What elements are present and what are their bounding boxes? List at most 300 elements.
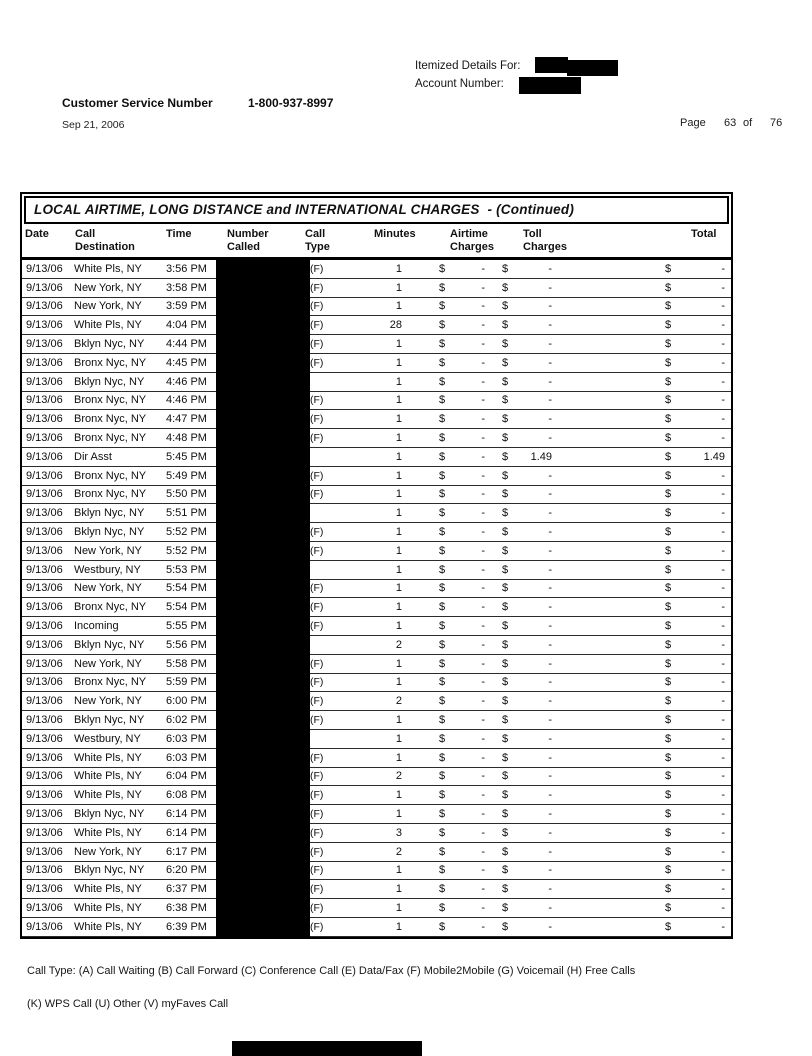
cell-toll-charges xyxy=(490,639,556,651)
cell-total xyxy=(556,526,731,538)
currency-symbol: $ xyxy=(439,413,446,426)
total-value: 1.49 xyxy=(703,450,725,463)
total-value: - xyxy=(721,657,725,670)
cell-airtime-charges xyxy=(402,714,490,726)
cell-toll-charges xyxy=(490,658,556,670)
cell-airtime-charges xyxy=(402,733,490,745)
customer-service-number: 1-800-937-8997 xyxy=(248,96,334,110)
table-row xyxy=(22,692,731,711)
total-value: - xyxy=(721,488,725,501)
cell-destination: New York, NY xyxy=(74,281,142,294)
cell-destination: White Pls, NY xyxy=(74,262,142,275)
currency-symbol: $ xyxy=(439,695,446,708)
table-row xyxy=(22,786,731,805)
cell-date: 9/13/06 xyxy=(26,507,63,520)
currency-symbol: $ xyxy=(439,676,446,689)
cell-time: 6:37 PM xyxy=(166,883,207,896)
currency-symbol: $ xyxy=(502,526,509,539)
airtime-value: - xyxy=(481,901,485,914)
currency-symbol: $ xyxy=(439,864,446,877)
currency-symbol: $ xyxy=(665,920,672,933)
currency-symbol: $ xyxy=(439,526,446,539)
cell-total xyxy=(556,846,731,858)
cell-total xyxy=(556,413,731,425)
total-value: - xyxy=(721,582,725,595)
table-row xyxy=(22,279,731,298)
airtime-value: - xyxy=(481,300,485,313)
total-value: - xyxy=(721,563,725,576)
cell-minutes: 1 xyxy=(395,300,402,313)
cell-destination: White Pls, NY xyxy=(74,920,142,933)
cell-airtime-charges xyxy=(402,658,490,670)
toll-value: - xyxy=(548,338,552,351)
cell-airtime-charges xyxy=(402,808,490,820)
total-value: - xyxy=(721,808,725,820)
cell-toll-charges xyxy=(490,545,556,557)
toll-value: - xyxy=(548,413,552,426)
cell-date: 9/13/06 xyxy=(26,413,63,426)
currency-symbol: $ xyxy=(502,262,509,275)
cell-destination: Incoming xyxy=(74,620,119,633)
cell-destination: Bronx Nyc, NY xyxy=(74,488,147,501)
cell-airtime-charges xyxy=(402,432,490,444)
currency-symbol: $ xyxy=(665,714,672,727)
cell-destination: New York, NY xyxy=(74,695,142,708)
col-header-minutes: Minutes xyxy=(374,228,416,240)
currency-symbol: $ xyxy=(502,488,509,501)
cell-total xyxy=(556,601,731,613)
currency-symbol: $ xyxy=(665,601,672,614)
currency-symbol: $ xyxy=(502,808,509,820)
cell-call-type: (F) xyxy=(310,901,324,914)
cell-date: 9/13/06 xyxy=(26,845,63,858)
currency-symbol: $ xyxy=(665,770,672,783)
cell-date: 9/13/06 xyxy=(26,676,63,689)
currency-symbol: $ xyxy=(665,638,672,651)
itemized-details-label: Itemized Details For: xyxy=(415,60,521,72)
total-value: - xyxy=(721,789,725,802)
cell-call-type: (F) xyxy=(310,770,324,783)
currency-symbol: $ xyxy=(665,883,672,896)
currency-symbol: $ xyxy=(665,751,672,764)
cell-toll-charges xyxy=(490,676,556,688)
cell-toll-charges xyxy=(490,601,556,613)
page-of-label: of xyxy=(743,117,753,129)
airtime-value: - xyxy=(481,657,485,670)
cell-minutes: 1 xyxy=(395,808,402,820)
cell-call-type: (F) xyxy=(310,883,324,896)
cell-date: 9/13/06 xyxy=(26,281,63,294)
toll-value: - xyxy=(548,920,552,933)
table-row xyxy=(22,542,731,561)
table-row xyxy=(22,749,731,768)
cell-minutes: 1 xyxy=(395,526,402,539)
cell-call-type: (F) xyxy=(310,394,324,407)
cell-toll-charges xyxy=(490,733,556,745)
currency-symbol: $ xyxy=(665,620,672,633)
cell-toll-charges xyxy=(490,488,556,500)
cell-destination: Bronx Nyc, NY xyxy=(74,676,147,689)
airtime-value: - xyxy=(481,808,485,820)
cell-airtime-charges xyxy=(402,883,490,895)
cell-time: 5:52 PM xyxy=(166,544,207,557)
table-row xyxy=(22,880,731,899)
cell-total xyxy=(556,827,731,839)
total-value: - xyxy=(721,281,725,294)
table-row xyxy=(22,598,731,617)
redaction-account-number xyxy=(519,77,581,94)
table-row xyxy=(22,354,731,373)
airtime-value: - xyxy=(481,262,485,275)
cell-date: 9/13/06 xyxy=(26,469,63,482)
currency-symbol: $ xyxy=(439,808,446,820)
cell-minutes: 28 xyxy=(389,319,402,332)
cell-total xyxy=(556,752,731,764)
currency-symbol: $ xyxy=(665,657,672,670)
cell-date: 9/13/06 xyxy=(26,544,63,557)
cell-minutes: 1 xyxy=(395,620,402,633)
toll-value: - xyxy=(548,620,552,633)
cell-total xyxy=(556,658,731,670)
toll-value: - xyxy=(548,789,552,802)
cell-date: 9/13/06 xyxy=(26,620,63,633)
airtime-value: - xyxy=(481,338,485,351)
currency-symbol: $ xyxy=(502,601,509,614)
currency-symbol: $ xyxy=(439,751,446,764)
cell-airtime-charges xyxy=(402,620,490,632)
col-header-number: Number Called xyxy=(227,228,269,253)
cell-toll-charges xyxy=(490,526,556,538)
cell-call-type: (F) xyxy=(310,826,324,839)
cell-minutes: 2 xyxy=(395,845,402,858)
cell-call-type: (F) xyxy=(310,920,324,933)
currency-symbol: $ xyxy=(665,507,672,520)
cell-time: 5:55 PM xyxy=(166,620,207,633)
currency-symbol: $ xyxy=(502,319,509,332)
total-value: - xyxy=(721,732,725,745)
cell-call-type: (F) xyxy=(310,262,324,275)
cell-call-type: (F) xyxy=(310,676,324,689)
table-row xyxy=(22,448,731,467)
cell-minutes: 1 xyxy=(395,450,402,463)
cell-toll-charges xyxy=(490,714,556,726)
table-row xyxy=(22,655,731,674)
airtime-value: - xyxy=(481,432,485,445)
cell-toll-charges xyxy=(490,827,556,839)
cell-time: 5:49 PM xyxy=(166,469,207,482)
cell-total xyxy=(556,864,731,876)
cell-call-type: (F) xyxy=(310,338,324,351)
currency-symbol: $ xyxy=(502,394,509,407)
cell-airtime-charges xyxy=(402,488,490,500)
cell-total xyxy=(556,695,731,707)
cell-destination: Bronx Nyc, NY xyxy=(74,394,147,407)
currency-symbol: $ xyxy=(665,394,672,407)
cell-airtime-charges xyxy=(402,470,490,482)
currency-symbol: $ xyxy=(439,883,446,896)
cell-date: 9/13/06 xyxy=(26,601,63,614)
cell-minutes: 1 xyxy=(395,338,402,351)
currency-symbol: $ xyxy=(502,901,509,914)
airtime-value: - xyxy=(481,469,485,482)
cell-date: 9/13/06 xyxy=(26,864,63,877)
table-row xyxy=(22,580,731,599)
toll-value: - xyxy=(548,845,552,858)
cell-toll-charges xyxy=(490,319,556,331)
cell-toll-charges xyxy=(490,263,556,275)
cell-airtime-charges xyxy=(402,789,490,801)
total-value: - xyxy=(721,526,725,539)
cell-call-type: (F) xyxy=(310,488,324,501)
cell-time: 5:51 PM xyxy=(166,507,207,520)
cell-date: 9/13/06 xyxy=(26,732,63,745)
cell-date: 9/13/06 xyxy=(26,695,63,708)
currency-symbol: $ xyxy=(502,620,509,633)
cell-minutes: 2 xyxy=(395,695,402,708)
cell-destination: Westbury, NY xyxy=(74,563,141,576)
cell-call-type: (F) xyxy=(310,281,324,294)
currency-symbol: $ xyxy=(439,920,446,933)
cell-total xyxy=(556,432,731,444)
airtime-value: - xyxy=(481,864,485,877)
cell-minutes: 1 xyxy=(395,883,402,896)
currency-symbol: $ xyxy=(502,657,509,670)
cell-airtime-charges xyxy=(402,319,490,331)
cell-total xyxy=(556,338,731,350)
cell-minutes: 3 xyxy=(395,826,402,839)
total-value: - xyxy=(721,544,725,557)
table-row xyxy=(22,523,731,542)
page-label: Page xyxy=(680,117,706,129)
airtime-value: - xyxy=(481,695,485,708)
airtime-value: - xyxy=(481,319,485,332)
page-current: 63 xyxy=(724,117,737,129)
cell-airtime-charges xyxy=(402,770,490,782)
toll-value: - xyxy=(548,394,552,407)
table-title: LOCAL AIRTIME, LONG DISTANCE and INTERNATIONAL CHARGES - (Continued) xyxy=(24,196,729,224)
table-row xyxy=(22,429,731,448)
statement-date: Sep 21, 2006 xyxy=(62,119,125,131)
cell-date: 9/13/06 xyxy=(26,770,63,783)
cell-minutes: 2 xyxy=(395,770,402,783)
cell-time: 6:03 PM xyxy=(166,751,207,764)
currency-symbol: $ xyxy=(665,450,672,463)
toll-value: - xyxy=(548,356,552,369)
total-value: - xyxy=(721,300,725,313)
total-value: - xyxy=(721,920,725,933)
currency-symbol: $ xyxy=(665,695,672,708)
cell-destination: Bronx Nyc, NY xyxy=(74,432,147,445)
currency-symbol: $ xyxy=(439,281,446,294)
cell-minutes: 1 xyxy=(395,281,402,294)
cell-airtime-charges xyxy=(402,582,490,594)
cell-toll-charges xyxy=(490,451,556,463)
cell-time: 4:04 PM xyxy=(166,319,207,332)
currency-symbol: $ xyxy=(439,469,446,482)
cell-total xyxy=(556,582,731,594)
currency-symbol: $ xyxy=(502,676,509,689)
table-row xyxy=(22,373,731,392)
cell-date: 9/13/06 xyxy=(26,920,63,933)
col-header-toll: Toll Charges xyxy=(523,228,568,253)
cell-time: 4:46 PM xyxy=(166,394,207,407)
cell-time: 6:00 PM xyxy=(166,695,207,708)
currency-symbol: $ xyxy=(665,375,672,388)
cell-time: 4:47 PM xyxy=(166,413,207,426)
currency-symbol: $ xyxy=(502,544,509,557)
cell-destination: Bklyn Nyc, NY xyxy=(74,338,145,351)
cell-minutes: 1 xyxy=(395,864,402,877)
cell-toll-charges xyxy=(490,620,556,632)
currency-symbol: $ xyxy=(665,808,672,820)
cell-minutes: 1 xyxy=(395,394,402,407)
cell-toll-charges xyxy=(490,864,556,876)
cell-time: 4:46 PM xyxy=(166,375,207,388)
currency-symbol: $ xyxy=(502,356,509,369)
cell-destination: Bklyn Nyc, NY xyxy=(74,375,145,388)
cell-call-type: (F) xyxy=(310,413,324,426)
cell-toll-charges xyxy=(490,695,556,707)
table-row xyxy=(22,335,731,354)
cell-date: 9/13/06 xyxy=(26,901,63,914)
currency-symbol: $ xyxy=(439,544,446,557)
cell-time: 5:50 PM xyxy=(166,488,207,501)
airtime-value: - xyxy=(481,488,485,501)
cell-total xyxy=(556,808,731,820)
cell-call-type: (F) xyxy=(310,657,324,670)
cell-date: 9/13/06 xyxy=(26,826,63,839)
currency-symbol: $ xyxy=(665,732,672,745)
airtime-value: - xyxy=(481,356,485,369)
cell-date: 9/13/06 xyxy=(26,375,63,388)
currency-symbol: $ xyxy=(502,281,509,294)
total-value: - xyxy=(721,883,725,896)
toll-value: - xyxy=(548,770,552,783)
toll-value: - xyxy=(548,657,552,670)
toll-value: - xyxy=(548,526,552,539)
total-value: - xyxy=(721,469,725,482)
cell-minutes: 1 xyxy=(395,732,402,745)
cell-airtime-charges xyxy=(402,921,490,933)
call-type-legend-line2: (K) WPS Call (U) Other (V) myFaves Call xyxy=(27,998,229,1010)
currency-symbol: $ xyxy=(439,338,446,351)
customer-service-label: Customer Service Number xyxy=(62,96,213,110)
cell-total xyxy=(556,488,731,500)
table-row xyxy=(22,899,731,918)
total-value: - xyxy=(721,432,725,445)
airtime-value: - xyxy=(481,450,485,463)
toll-value: - xyxy=(548,826,552,839)
currency-symbol: $ xyxy=(665,413,672,426)
cell-time: 3:59 PM xyxy=(166,300,207,313)
cell-minutes: 1 xyxy=(395,789,402,802)
cell-date: 9/13/06 xyxy=(26,808,63,820)
cell-destination: White Pls, NY xyxy=(74,901,142,914)
cell-minutes: 1 xyxy=(395,469,402,482)
cell-time: 4:48 PM xyxy=(166,432,207,445)
page-total: 76 xyxy=(770,117,783,129)
cell-minutes: 1 xyxy=(395,714,402,727)
currency-symbol: $ xyxy=(439,845,446,858)
toll-value: - xyxy=(548,488,552,501)
cell-minutes: 1 xyxy=(395,375,402,388)
currency-symbol: $ xyxy=(502,413,509,426)
currency-symbol: $ xyxy=(665,901,672,914)
cell-date: 9/13/06 xyxy=(26,488,63,501)
cell-total xyxy=(556,507,731,519)
cell-minutes: 1 xyxy=(395,920,402,933)
cell-total xyxy=(556,620,731,632)
table-row xyxy=(22,260,731,279)
col-header-date: Date xyxy=(25,228,49,240)
cell-time: 5:56 PM xyxy=(166,638,207,651)
cell-time: 5:58 PM xyxy=(166,657,207,670)
toll-value: - xyxy=(548,300,552,313)
cell-airtime-charges xyxy=(402,752,490,764)
col-header-destination: Call Destination xyxy=(75,228,135,253)
cell-date: 9/13/06 xyxy=(26,262,63,275)
cell-call-type: (F) xyxy=(310,582,324,595)
cell-toll-charges xyxy=(490,282,556,294)
cell-date: 9/13/06 xyxy=(26,563,63,576)
currency-symbol: $ xyxy=(502,507,509,520)
currency-symbol: $ xyxy=(502,864,509,877)
toll-value: - xyxy=(548,544,552,557)
total-value: - xyxy=(721,864,725,877)
table-row xyxy=(22,504,731,523)
currency-symbol: $ xyxy=(439,488,446,501)
call-type-legend-line1: Call Type: (A) Call Waiting (B) Call Forward (C) Conference Call (E) Data/Fax (F) Mobile2Mobile (G) Voicemail (H) Free Calls xyxy=(27,965,636,977)
cell-minutes: 1 xyxy=(395,563,402,576)
cell-time: 6:38 PM xyxy=(166,901,207,914)
cell-minutes: 1 xyxy=(395,413,402,426)
cell-toll-charges xyxy=(490,507,556,519)
cell-total xyxy=(556,545,731,557)
cell-total xyxy=(556,451,731,463)
currency-symbol: $ xyxy=(502,582,509,595)
cell-time: 6:02 PM xyxy=(166,714,207,727)
currency-symbol: $ xyxy=(439,826,446,839)
cell-destination: Bronx Nyc, NY xyxy=(74,413,147,426)
table-row xyxy=(22,824,731,843)
cell-time: 5:52 PM xyxy=(166,526,207,539)
currency-symbol: $ xyxy=(502,751,509,764)
currency-symbol: $ xyxy=(665,563,672,576)
cell-time: 6:20 PM xyxy=(166,864,207,877)
cell-minutes: 1 xyxy=(395,657,402,670)
total-value: - xyxy=(721,620,725,633)
total-value: - xyxy=(721,638,725,651)
airtime-value: - xyxy=(481,751,485,764)
currency-symbol: $ xyxy=(665,676,672,689)
cell-toll-charges xyxy=(490,413,556,425)
toll-value: 1.49 xyxy=(530,450,552,463)
cell-date: 9/13/06 xyxy=(26,657,63,670)
toll-value: - xyxy=(548,751,552,764)
cell-time: 6:03 PM xyxy=(166,732,207,745)
currency-symbol: $ xyxy=(439,770,446,783)
cell-total xyxy=(556,564,731,576)
toll-value: - xyxy=(548,563,552,576)
cell-airtime-charges xyxy=(402,639,490,651)
airtime-value: - xyxy=(481,789,485,802)
cell-minutes: 1 xyxy=(395,356,402,369)
table-body xyxy=(22,260,731,937)
airtime-value: - xyxy=(481,620,485,633)
currency-symbol: $ xyxy=(439,582,446,595)
currency-symbol: $ xyxy=(665,300,672,313)
toll-value: - xyxy=(548,375,552,388)
